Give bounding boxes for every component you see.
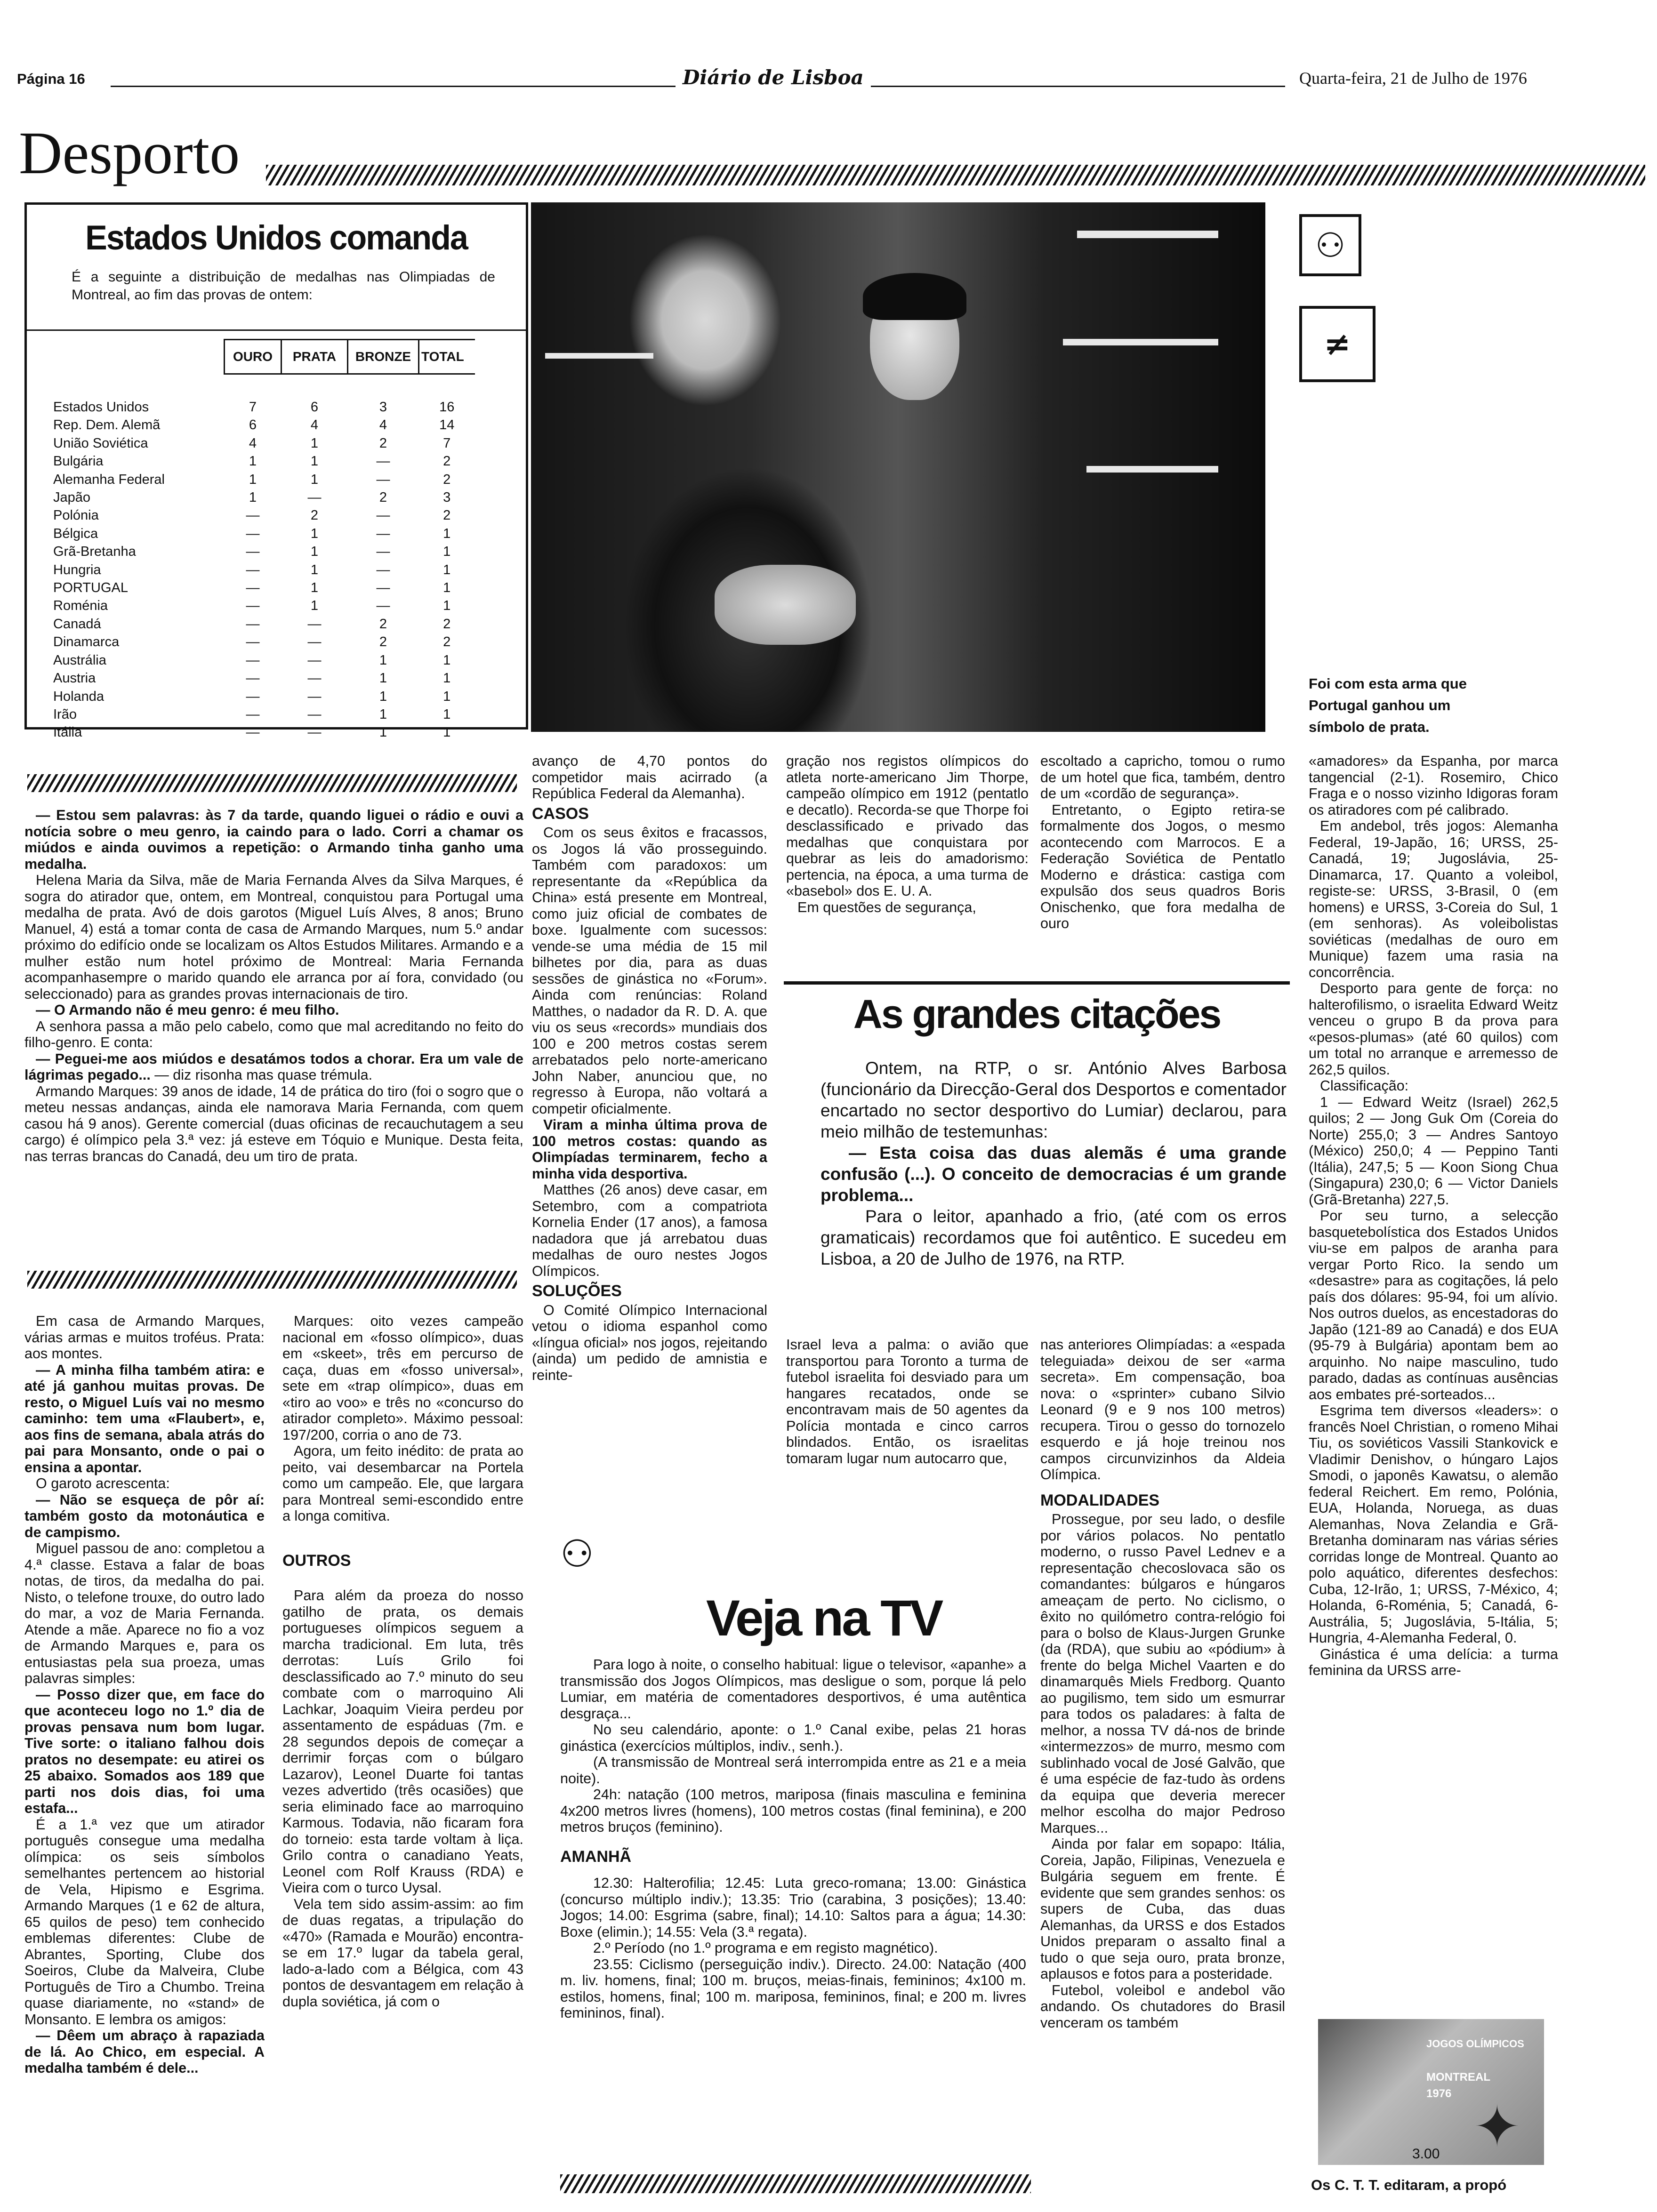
citacoes-paragraph: Ontem, na RTP, o sr. António Alves Barbosa (funcionário da Direcção-Geral dos Desportos e comentador encartado no sector desportivo do Lumiar) declarou, para meio milhão de testemunhas:	[820, 1058, 1287, 1141]
medal-count: 1	[443, 706, 451, 722]
medal-count: 3	[379, 400, 387, 415]
medal-count: —	[376, 472, 390, 487]
medal-count: —	[307, 706, 322, 722]
medal-row	[53, 398, 475, 416]
medal-count: 6	[249, 417, 257, 433]
article-paragraph: É a 1.ª vez que um atirador português consegue uma medalha olímpica: os seis símbolos semelhantes pertencem ao historial de Vela, Hipismo e Esgrima. Armando Marques (1 e 62 de altura, 65 quilos de peso) tem conhecido emblemas diferentes: Clube de Abrantes, Sporting, Clube dos Soeiros, Clube da Malveira, Clube Português de Tiro a Chumbo. Treina quase diariamente, no «stand» de Monsanto. E lembra os amigos:	[24, 1816, 265, 2028]
medal-count: —	[307, 616, 322, 632]
tv-box	[532, 1513, 1031, 2174]
article-paragraph: Miguel passou de ano: completou a 4.ª classe. Estava a falar de boas notas, de tiros, da medalha do pai. Nisto, o telefone trouxe, do outro lado do mar, a voz de Maria Fernanda. Atende a mãe. Aparece no fio a voz de Armando Marques e, para os entusiastas pela sua proeza, umas palavras simples:	[24, 1540, 265, 1686]
article-column-4	[786, 753, 1029, 960]
country-name: Canadá	[53, 616, 101, 632]
medal-row	[53, 723, 475, 741]
maple-leaf-icon: ✦	[1473, 2094, 1521, 2160]
medal-count: —	[376, 544, 390, 560]
medal-row	[53, 416, 475, 434]
medal-count: 7	[249, 400, 257, 415]
article-column-1b	[24, 1313, 265, 2198]
article-paragraph: Vela tem sido assim-assim: ao fim de duas regatas, a tripulação do «470» (Ramada e Mourão) encontra-se em 17.º lugar da tabela geral, lado-a-lado com a Bélgica, com 43 pontos de desvantagem em relação à dupla soviética, já com o	[282, 1896, 523, 2010]
medal-count: 7	[443, 435, 451, 451]
medal-row	[53, 561, 475, 579]
col-bronze: BRONZE	[348, 340, 419, 374]
medal-row	[53, 489, 475, 506]
article-paragraph: Matthes (26 anos) deve casar, em Setembro, com a compatriota Kornelia Ender (17 anos), a famosa nadadora que já arrebatou duas medalhas de ouro nestes Jogos Olímpicos.	[532, 1182, 767, 1279]
article-paragraph: nas anteriores Olimpíadas: a «espada teleguiada» deixou de ser «arma secreta». Em compensação, boa nova: o «sprinter» cubano Silvio Leonard (9 e 9 nos 100 metros) recupera. Tirou o gesso do tornozelo esquerdo e já hoje treinou nos campos circunvizinhos da Aldeia Olímpica.	[1040, 1337, 1285, 1483]
medal-count: 1	[310, 435, 319, 451]
medal-count: 2	[443, 616, 451, 632]
subhead-modalidades: MODALIDADES	[1040, 1491, 1160, 1509]
country-name: Austrália	[53, 652, 106, 668]
article-paragraph: Israel leva a palma: o avião que transportou para Toronto a turma de futebol israelita foi desviado para um hangares recatados, onde se encontravam mais de 50 agentes da Polícia montada e cinco carros blindados. Então, os israelitas tomaram lugar num autocarro que,	[786, 1337, 1029, 1467]
medal-row	[53, 506, 475, 524]
photo-shelf	[1063, 339, 1218, 345]
medal-count: 2	[443, 472, 451, 487]
divider-hatch	[27, 1271, 517, 1289]
stamp-city: MONTREAL	[1426, 2071, 1490, 2084]
montreal-olympic-logo	[1299, 214, 1361, 276]
article-column-3	[532, 753, 767, 1459]
photo-hands	[715, 565, 856, 645]
article-paragraph: Futebol, voleibol e andebol vão andando. Os chutadores do Brasil venceram os também	[1040, 1982, 1285, 2031]
country-name: Austria	[53, 671, 96, 686]
medal-count: 1	[310, 580, 319, 596]
stamp-title: JOGOS OLÍMPICOS	[1426, 2038, 1524, 2050]
medal-row	[53, 633, 475, 651]
quote-paragraph: — O Armando não é meu genro: é meu filho.	[36, 1002, 339, 1018]
medal-count: 2	[310, 508, 319, 523]
shooting-pictogram-icon: ≠	[1324, 325, 1351, 363]
medal-count: —	[246, 671, 260, 686]
medal-count: —	[307, 689, 322, 704]
medal-count: 1	[443, 580, 451, 596]
medal-count: —	[307, 634, 322, 650]
olympic-rings-icon: ⚇	[1315, 225, 1346, 265]
medal-count: 2	[443, 454, 451, 469]
medal-count: 1	[249, 472, 257, 487]
citacoes-title: As grandes citações	[853, 992, 1221, 1037]
article-column-5	[1040, 753, 1285, 960]
article-paragraph: gração nos registos olímpicos do atleta norte-americano Jim Thorpe, campeão olímpico em 1912 (pentatlo e decatlo). Recorda-se que Thorpe foi desclassificado e privado das medalhas que conquistara por quebrar as leis do amadorismo: pertencia, na época, a uma turma de «basebol» dos E. U. A.	[786, 753, 1029, 899]
tv-paragraph: No seu calendário, aponte: o 1.º Canal exibe, pelas 21 horas ginástica (exercícios múltiplos, indiv., senh.).	[560, 1722, 1026, 1754]
article-paragraph: Em casa de Armando Marques, várias armas e muitos troféus. Prata: aos montes.	[24, 1313, 265, 1362]
medal-count: 1	[310, 454, 319, 469]
medal-count: 1	[379, 706, 387, 722]
medal-count: 1	[443, 671, 451, 686]
medal-row	[53, 688, 475, 705]
medal-count: —	[246, 634, 260, 650]
medal-count: —	[246, 526, 260, 541]
medal-count: 1	[249, 454, 257, 469]
quote-paragraph: — Dêem um abraço à rapaziada de lá. Ao Chico, em especial. A medalha também é dele...	[24, 2028, 265, 2076]
sport-emblem	[1299, 306, 1375, 382]
medal-count: 1	[310, 598, 319, 614]
medal-count: 2	[379, 616, 387, 632]
header-rule-left	[111, 86, 676, 87]
quote-paragraph: — Posso dizer que, em face do que aconteceu logo no 1.º dia de provas pensava num bom lugar. Tive sorte: o italiano falhou dois pratos no desempate: eu atirei os 25 abaixo. Somados aos 189 que parti nos dois dias, foi uma estafa...	[24, 1686, 265, 1816]
country-name: Rep. Dem. Alemã	[53, 417, 161, 433]
medal-table-header	[53, 340, 475, 374]
article-paragraph: avanço de 4,70 pontos do competidor mais acirrado (a República Federal da Alemanha).	[532, 753, 767, 801]
medal-count: —	[376, 526, 390, 541]
medal-count: 1	[379, 725, 387, 740]
photo-caption: Foi com esta arma que Portugal ganhou um símbolo de prata.	[1309, 675, 1467, 735]
tv-paragraph: 2.º Período (no 1.º programa e em registo magnético).	[593, 1940, 938, 1956]
article-paragraph: Armando Marques: 39 anos de idade, 14 de prática do tiro (foi o sogro que o meteu nessas andanças, ainda ele namorava Maria Fernanda, com quem casou há 9 anos). Gerente comercial (duas oficinas de recauchutagem a seu cargo) é olímpico pela 3.ª vez: já esteve em Tóquio e Munique. Desta feita, nas terras brancas do Canadá, deu um tiro de prata.	[24, 1083, 523, 1164]
stamp-caption: Os C. T. T. editaram, a propó	[1311, 2177, 1507, 2193]
article-paragraph: Em questões de segurança,	[797, 899, 976, 915]
quote-paragraph: — Não se esqueça de pôr aí: também gosto da motonáutica e de campismo.	[24, 1491, 265, 1540]
medal-count: 6	[310, 400, 319, 415]
article-paragraph: Marques: oito vezes campeão nacional em «fosso olímpico», duas em «skeet», três em percurso de caça, duas em «fosso universal», sete em «trap olímpico», duas em «tiro ao voo» e três no «concurso do atirador completo». Máximo pessoal: 197/200, corria o ano de 73.	[282, 1313, 523, 1443]
tv-paragraph: 12.30: Halterofilia; 12.45: Luta greco-romana; 13.00: Ginástica (concurso múltiplo indiv.); 13.35: Trio (carabina, 3 posições); 13.40: Jogos; 14.00: Esgrima (sabre, final); 14.10: Saltos para a água; 14.30: Boxe (elimin.); 14.55: Vela (3.ª regata).	[560, 1875, 1026, 1940]
medal-row	[53, 471, 475, 489]
medal-count: 2	[443, 634, 451, 650]
article-paragraph: «amadores» da Espanha, por marca tangencial (2-1). Rosemiro, Chico Fraga e o nosso vizinho Idigoras foram os atiradores com pé calibrado.	[1309, 753, 1558, 818]
medal-count: 1	[379, 652, 387, 668]
medal-count: 4	[249, 435, 257, 451]
medal-count: 1	[310, 562, 319, 577]
tv-title: Veja na TV	[706, 1589, 942, 1646]
medal-count: —	[246, 616, 260, 632]
tv-paragraph: 23.55: Ciclismo (perseguição indiv.). Directo. 24.00: Natação (400 m. liv. homens, final; 100 m. bruços, meias-finais, femininos; 4x100 m. estilos, homens, final; 100 m. mariposa, femininos, final; e 200 m. livres femininos, final).	[560, 1956, 1026, 2021]
section-title: Desporto	[19, 120, 240, 186]
medal-count: 1	[249, 490, 257, 505]
medal-count: 1	[443, 689, 451, 704]
medal-box-title: Estados Unidos comanda	[85, 218, 467, 257]
divider-hatch	[27, 774, 517, 792]
medal-row	[53, 651, 475, 669]
medal-count: —	[376, 598, 390, 614]
col-total: TOTAL	[419, 340, 475, 374]
article-paragraph: Entretanto, o Egipto retira-se formalmente dos Jogos, o mesmo acontecendo com Marrocos. E a Federação Soviética de Pentatlo Moderno e drástica: castiga com expulsão dos seus quadros Boris Onischenko, que fora medalha de ouro	[1040, 801, 1285, 931]
citacoes-paragraph: Para o leitor, apanhado a frio, (até com os erros gramaticais) recordamos que foi autêntico. E sucedeu em Lisboa, a 20 de Julho de 1976, na RTP.	[820, 1207, 1287, 1268]
tv-olympic-logo	[560, 1532, 594, 1576]
country-name: Dinamarca	[53, 634, 120, 650]
country-name: Japão	[53, 490, 91, 505]
quote-paragraph: — Estou sem palavras: às 7 da tarde, quando liguei o rádio e ouvi a notícia sobre o meu genro, ia caindo para o lado. Corri a chamar os miúdos e ainda ouvimos a repetição: o Armando tinha ganho uma medalha.	[24, 807, 523, 872]
country-name: Hungria	[53, 562, 101, 577]
page-number: Página 16	[17, 71, 85, 87]
medal-count: 2	[379, 435, 387, 451]
medal-count: 2	[443, 508, 451, 523]
medal-count: 14	[439, 417, 455, 433]
medal-count: —	[246, 725, 260, 740]
country-name: Roménia	[53, 598, 108, 614]
country-name: Irão	[53, 706, 77, 722]
article-paragraph: Agora, um feito inédito: de prata ao peito, vai desembarcar na Portela como um campeão. Ele, que largara para Montreal semi-escondido entre a longa comitiva.	[282, 1443, 523, 1524]
medal-count: —	[307, 652, 322, 668]
medal-count: —	[246, 544, 260, 560]
tv-body	[560, 1657, 1026, 2021]
country-name: Bélgica	[53, 526, 98, 541]
medal-count: 3	[443, 490, 451, 505]
medal-count: 1	[443, 652, 451, 668]
subhead-casos: CASOS	[532, 804, 589, 823]
citacoes-quote: — Esta coisa das duas alemãs é uma grande confusão (...). O conceito de democracias é um grande problema...	[820, 1143, 1287, 1205]
header-rule-right	[871, 86, 1285, 87]
medal-count: —	[376, 580, 390, 596]
medal-row	[53, 597, 475, 615]
medal-row	[53, 525, 475, 543]
subhead-solucoes: SOLUÇÕES	[532, 1282, 622, 1300]
section-title-hatch	[266, 165, 1645, 185]
divider-hatch	[560, 2174, 1031, 2193]
article-paragraph: 1 — Edward Weitz (Israel) 262,5 quilos; 2 — Jong Guk Om (Coreia do Norte) 255,0; 3 — Andres Santoyo (México) 250,0; 4 — Peppino Tanti (Itália), 247,5; 5 — Koon Siong Chua (Singapura) 230,0; 6 — Victor Daniels (Grã-Bretanha) 227,5.	[1309, 1094, 1558, 1208]
medal-count: —	[307, 725, 322, 740]
article-paragraph: Ainda por falar em sopapo: Itália, Coreia, Japão, Filipinas, Venezuela e Bulgária seguem em frente. É evidente que sem grandes senhos: os supers de Cuba, das duas Alemanhas, da URSS e dos Estados Unidos preparam o assalto final a tudo o que seja ouro, prata bronze, aplausos e fotos para a posteridade.	[1040, 1836, 1285, 1982]
article-column-1	[24, 807, 523, 1273]
article-paragraph: Esgrima tem diversos «leaders»: o francês Noel Christian, o romeno Mihai Tiu, os soviéticos Vassili Stankovick e Vladimir Denishov, o húngaro Lajos Smodi, o japonês Kawatsu, o alemão federal Reichert. Em remo, Polónia, EUA, Holanda, Noruega, as duas Alemanhas, Nova Zelandia e Grã-Bretanha dominaram nas várias séries corridas longe de Montreal. Quanto ao polo aquático, diferentes desfechos: Cuba, 12-Irão, 1; URSS, 7-México, 4; Holanda, 6-Roménia, 5; Canadá, 6-Austrália, 5; Jugoslávia, 5-Itália, 5; Hungria, 4-Alemanha Federal, 0.	[1309, 1403, 1558, 1646]
medal-count: 1	[379, 671, 387, 686]
shooter-photo	[531, 202, 1265, 732]
quote-paragraph: Viram a minha última prova de 100 metros costas: quando as Olimpíadas terminarem, fecho a minha vida desportiva.	[532, 1117, 767, 1182]
article-paragraph: escoltado a capricho, tomou o rumo de um hotel que fica, também, dentro de um «cordão de segurança».	[1040, 753, 1285, 801]
medal-count: 4	[379, 417, 387, 433]
subhead-outros: OUTROS	[282, 1551, 351, 1570]
stamp-year: 1976	[1426, 2087, 1452, 2100]
medal-row	[53, 452, 475, 470]
medal-table-top-rule	[27, 329, 526, 331]
country-name: Polónia	[53, 508, 99, 523]
country-name: Estados Unidos	[53, 400, 149, 415]
medal-row	[53, 705, 475, 723]
quote-tail: — diz risonha mas quase trémula.	[154, 1067, 373, 1083]
medal-count: 1	[310, 526, 319, 541]
masthead: Diário de Lisboa	[683, 66, 864, 89]
medal-count: 1	[443, 562, 451, 577]
col-prata: PRATA	[282, 340, 348, 374]
photo-shelf	[1086, 466, 1218, 473]
medal-count: —	[307, 490, 322, 505]
medal-count: 1	[443, 526, 451, 541]
country-name: Itália	[53, 725, 82, 740]
medal-row	[53, 434, 475, 452]
medal-count: —	[246, 580, 260, 596]
medal-count: 4	[310, 417, 319, 433]
quote-paragraph: — A minha filha também atira: e até já ganhou muitas provas. De resto, o Miguel Luís vai no mesmo caminho: tem uma «Flaubert», e, aos fins de semana, abala atrás do pai para Monsanto, onde o pai o ensina a apontar.	[24, 1362, 265, 1475]
quote-bold: — Peguei-me aos miúdos e desatámos todos a chorar. Era um vale de lágrimas pegado...	[24, 1050, 523, 1083]
article-paragraph: Prossegue, por seu lado, o desfile por vários polacos. No pentatlo moderno, o russo Pavel Lednev e a representação checoslovaca são os comandantes: búlgaros e húngaros ameaçam de perto. No ciclismo, o êxito no quilómetro contra-relógio foi para o bolso de Klaus-Jurgen Grunke (da (RDA), que subiu ao «pódium» à frente do belga Michel Vaarten e do dinamarquês Miels Fredborg. Quanto ao pugilismo, tem sido um esmurrar para todos os paladares: à falta de melhor, a nossa TV dá-nos de brinde «intermezzos» de murro, mesmo com sublinhado vocal de José Galvão, que é uma espécie de faz-tudo às ordens da equipa que deveria merecer melhor escolha do major Pedroso Marques...	[1040, 1511, 1285, 1836]
medal-row	[53, 543, 475, 561]
medal-count: 1	[443, 544, 451, 560]
col-ouro: OURO	[225, 340, 282, 374]
olympic-stamp	[1318, 2019, 1544, 2165]
subhead-amanha: AMANHÃ	[560, 1847, 632, 1866]
medal-count: 1	[379, 689, 387, 704]
article-paragraph: Desporto para gente de força: no halterofilismo, o israelita Edward Weitz venceu o grupo B da prova para «pesos-plumas» (até 60 quilos) com um total no arranque e arremesso de 262,5 quilos.	[1309, 980, 1558, 1078]
tv-paragraph: (A transmissão de Montreal será interrompida entre as 21 e a meia noite).	[560, 1754, 1026, 1787]
article-paragraph: Ginástica é uma delícia: a turma feminina da URSS arre-	[1309, 1646, 1558, 1678]
photo-hair	[863, 273, 966, 320]
country-name: União Soviética	[53, 435, 148, 451]
medal-row	[53, 669, 475, 687]
medal-box-intro: É a seguinte a distribuição de medalhas nas Olimpiadas de Montreal, ao fim das provas de ontem:	[72, 269, 495, 303]
issue-date: Quarta-feira, 21 de Julho de 1976	[1299, 69, 1527, 88]
article-paragraph: Para além da proeza do nosso gatilho de prata, os demais portugueses olímpicos seguem a marcha tradicional. Em luta, três derrotas: Luís Grilo foi desclassificado ao 7.º minuto do seu combate com o marroquino Ali Lachkar, Joaquim Vieira perdeu por assentamento de espáduas (7m. e 28 segundos depois de começar a derrimir forças com o búlgaro Lazarov), Leonel Duarte foi tantas vezes advertido (três ocasiões) que seria eliminado face ao marroquino Karmous. Todavia, não ficaram fora do torneio: esta tarde voltam à liça. Grilo contra o canadiano Yeats, Leonel com Rolf Krauss (RDA) e Vieira com o turco Uysal.	[282, 1587, 523, 1896]
article-paragraph: Em andebol, três jogos: Alemanha Federal, 19-Japão, 16; URSS, 25-Canadá, 19; Jugoslávia, 25-Dinamarca, 17. Quanto a voleibol, registe-se: URSS, 3-Brasil, 0 (em homens) e URSS, 3-Coreia do Sul, 1 (em senhoras). As voleibolistas soviéticas (medalhas de ouro em Munique) fazem uma rasia na concorrência.	[1309, 818, 1558, 980]
medal-count: 16	[439, 400, 455, 415]
article-column-5b	[1040, 1337, 1285, 2198]
medal-count: —	[376, 454, 390, 469]
medal-count: 1	[443, 598, 451, 614]
article-column-4b	[786, 1337, 1029, 1511]
article-paragraph: Classificação:	[1320, 1078, 1409, 1094]
olympic-rings-icon: ⚇	[560, 1532, 594, 1576]
article-paragraph: Por seu turno, a selecção basquetebolística dos Estados Unidos viu-se em palpos de aranha para vergar Porto Rico. Ia sendo um «desastre» para as cogitações, lá pelo país dos dólares: 95-94, foi um alívio. Nos outros duelos, as encestadoras do Japão (121-89 ao Canadá) e dos EUA (95-79 à Bulgária) apontam bem ao arquinho. No naipe masculino, tudo parado, dadas as contínuas ausências aos embates pré-sorteados...	[1309, 1208, 1558, 1403]
medal-row	[53, 579, 475, 597]
medal-box	[24, 202, 528, 740]
medal-count: —	[246, 652, 260, 668]
article-paragraph: O garoto acrescenta:	[36, 1475, 170, 1491]
medal-count: —	[376, 562, 390, 577]
medal-count: —	[246, 598, 260, 614]
medal-table	[53, 339, 475, 742]
medal-count: 2	[379, 634, 387, 650]
article-paragraph: Com os seus êxitos e fracassos, os Jogos lá vão prosseguindo. Também com paradoxos: um representante da «República da China» está presente em Montreal, como juiz oficial de combates de boxe. Igualmente com sucessos: vende-se uma média de 15 mil bilhetes por dia, para as duas sessões de ginástica no «Forum». Ainda com renúncias: Roland Matthes, o nadador da R. D. A. que viu os seus «records» mundiais dos 100 e 200 metros costas serem arrebatados pelo norte-americano John Naber, anunciou que, no regresso à Europa, não voltará a competir oficialmente.	[532, 825, 767, 1117]
stamp-value: 3.00	[1412, 2146, 1440, 2162]
medal-count: —	[246, 706, 260, 722]
medal-count: 1	[310, 472, 319, 487]
medal-count: —	[307, 671, 322, 686]
photo-shelf	[545, 353, 653, 359]
medal-count: 1	[310, 544, 319, 560]
medal-count: 1	[443, 725, 451, 740]
article-column-6	[1309, 753, 1558, 2005]
tv-paragraph: Para logo à noite, o conselho habitual: ligue o televisor, «apanhe» a transmissão dos Jogos Olímpicos, mas desligue o som, porque lá pelo Lumiar, em matéria de comentadores desportivos, é uma autêntica desgraça...	[560, 1657, 1026, 1722]
country-name: PORTUGAL	[53, 580, 129, 596]
article-paragraph: O Comité Olímpico Internacional vetou o idioma espanhol como «língua oficial» nos jogos, rejeitando (ainda) um pedido de amnistia e reinte-	[532, 1302, 767, 1383]
photo-shelf	[1077, 231, 1218, 238]
tv-paragraph: 24h: natação (100 metros, mariposa (finais masculina e feminina 4x200 metros livres (homens), 100 metros costas (final feminina), e 200 metros bruços (feminino).	[560, 1787, 1026, 1835]
country-name: Alemanha Federal	[53, 472, 165, 487]
medal-count: —	[246, 562, 260, 577]
medal-row	[53, 615, 475, 633]
medal-count: —	[376, 508, 390, 523]
citacoes-body	[820, 1058, 1287, 1269]
country-name: Holanda	[53, 689, 105, 704]
medal-count: —	[246, 508, 260, 523]
article-column-2b	[282, 1313, 523, 2198]
quote-paragraph	[24, 1051, 523, 1083]
medal-count: —	[246, 689, 260, 704]
country-name: Bulgária	[53, 454, 104, 469]
medal-count: 2	[379, 490, 387, 505]
country-name: Grã-Bretanha	[53, 544, 136, 560]
article-paragraph: A senhora passa a mão pelo cabelo, como que mal acreditando no feito do filho-genro. E conta:	[24, 1018, 523, 1050]
article-paragraph: Helena Maria da Silva, mãe de Maria Fernanda Alves da Silva Marques, é sogra do atirador que, ontem, em Montreal, conquistou para Portugal uma medalha de prata. Avó de dois garotos (Miguel Luís Alves, 8 anos; Bruno Manuel, 4) está a tomar conta de casa de Armando Marques, num 5.º andar próximo do edifício onde se localizam os Altos Estudos Militares. Armando e a mulher estão num hotel próximo de Montreal: Maria Fernanda acompanhasempre o marido quando ele arranca por aí fora, convidado (ou seleccionado) para as grandes provas internacionais de tiro.	[24, 872, 523, 1002]
